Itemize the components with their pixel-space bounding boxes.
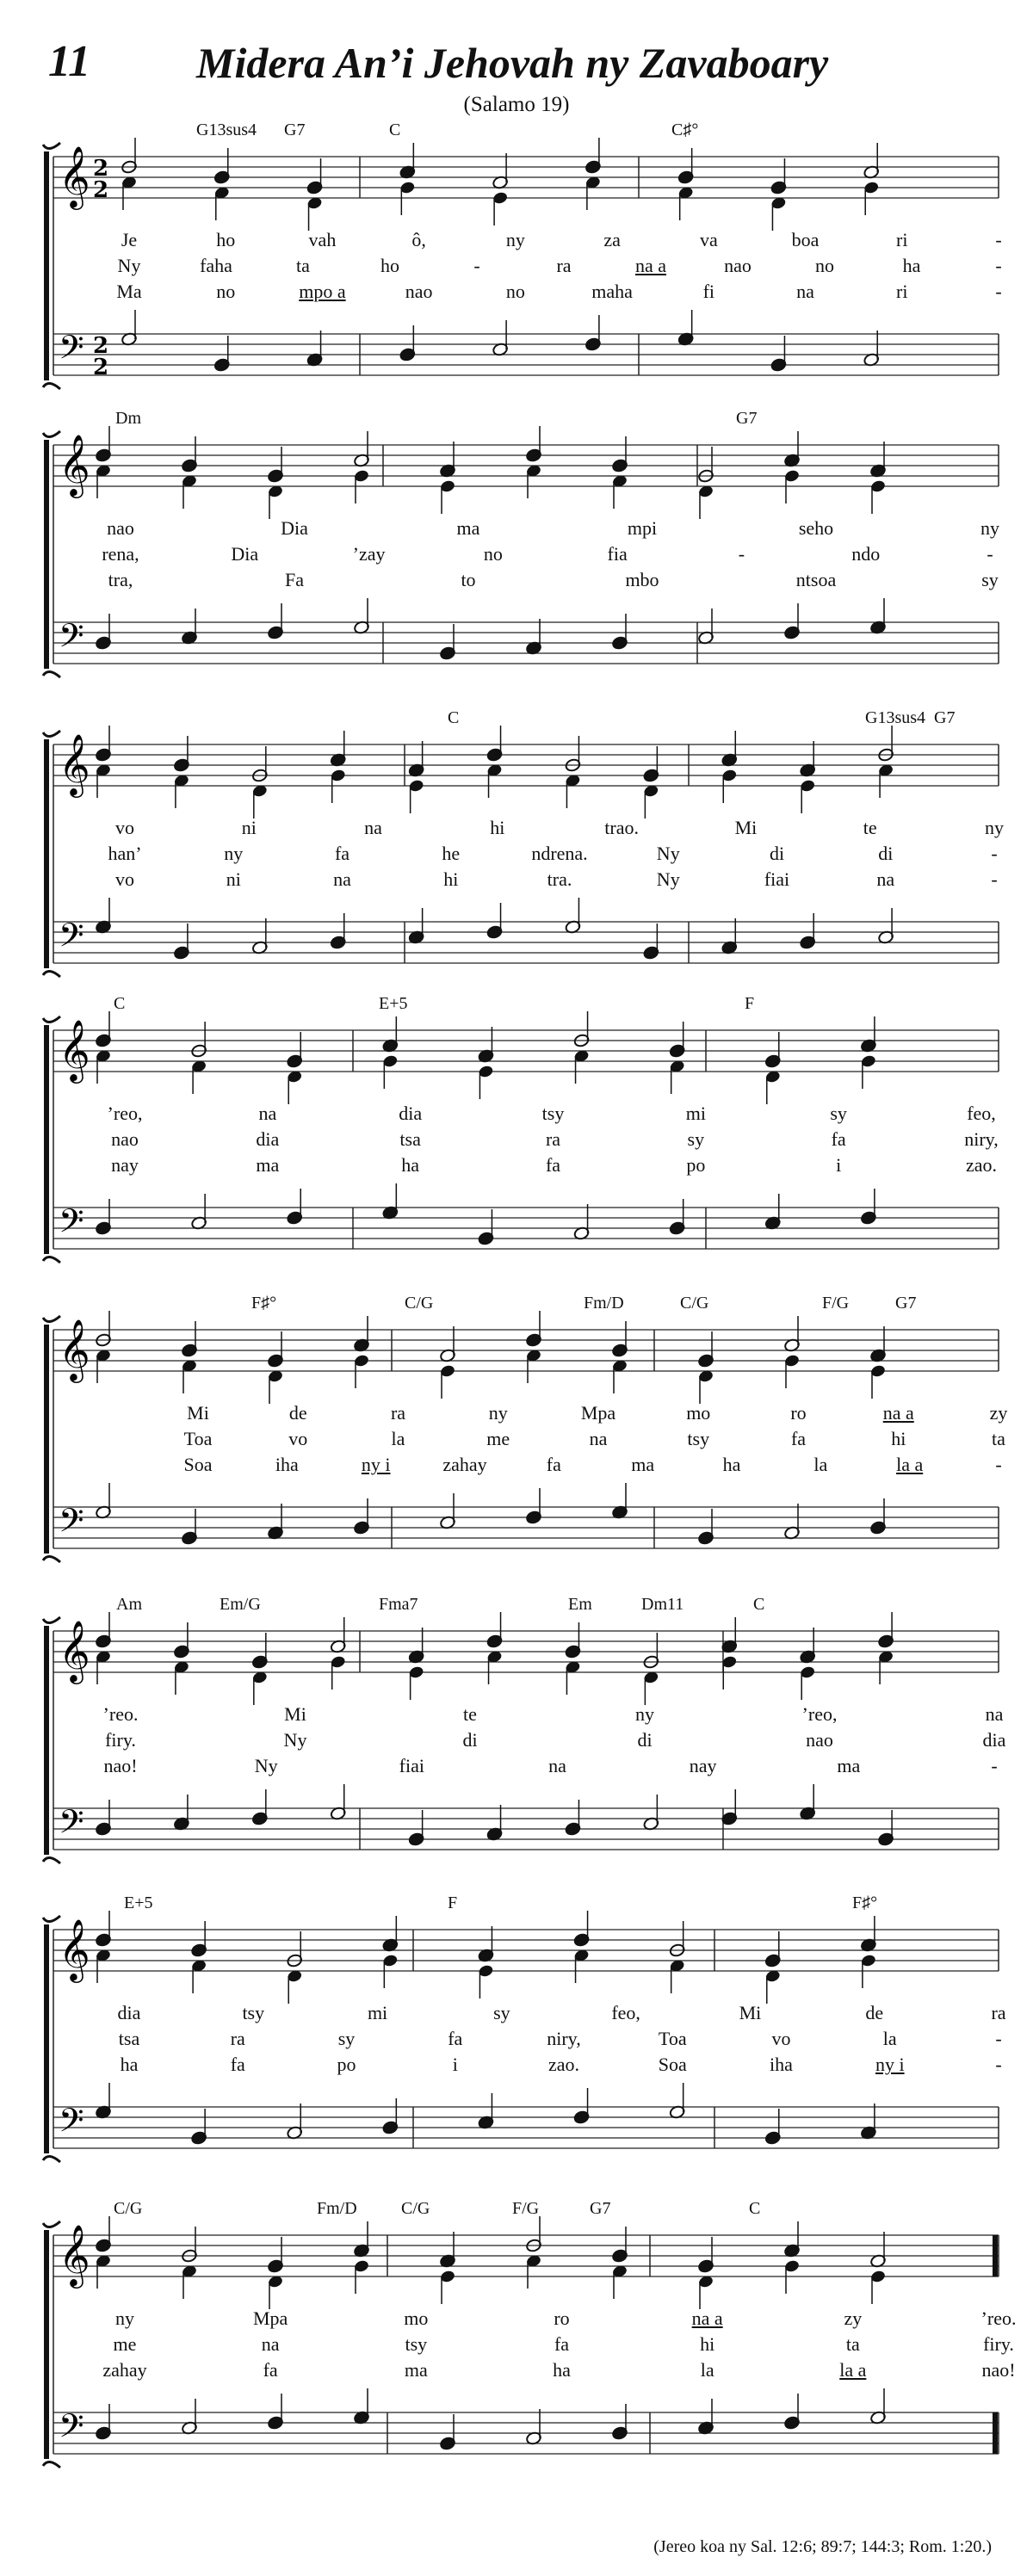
chord-symbol: G7 xyxy=(934,708,956,727)
lyric-syllable: ra xyxy=(991,2002,1006,2023)
lyric-syllable: - xyxy=(991,1755,998,1776)
lyric-syllable: nao! xyxy=(981,2359,1016,2381)
lyric-syllable: rena, xyxy=(102,543,139,565)
bass-clef-icon: 𝄢 xyxy=(59,328,84,374)
lyric-syllable: ndrena. xyxy=(531,843,588,864)
lyric-syllable: Soa xyxy=(658,2054,687,2075)
lyric-syllable: ra xyxy=(230,2028,245,2049)
lyric-syllable: na xyxy=(876,868,895,890)
lyric-syllable: Ny xyxy=(656,843,680,864)
lyric-syllable: tsa xyxy=(399,1128,421,1150)
bass-clef-icon: 𝄢 xyxy=(59,2101,84,2147)
lyric-syllable: na a xyxy=(691,2307,723,2329)
time-signature-top: 2 xyxy=(93,333,109,359)
bracket-bottom-hook xyxy=(43,1257,60,1263)
lyric-syllable: nao xyxy=(724,255,752,276)
chord-symbol: E+5 xyxy=(379,994,408,1013)
lyric-syllable: ny xyxy=(115,2307,134,2329)
lyric-syllable: Mi xyxy=(739,2002,762,2023)
lyric-syllable: la xyxy=(882,2028,897,2049)
lyric-syllable: ny xyxy=(980,517,999,539)
lyric-syllable: sy xyxy=(981,569,999,590)
lyric-syllable: Soa xyxy=(183,1454,213,1475)
lyric-syllable: ta xyxy=(845,2333,860,2355)
lyric-syllable: ’zay xyxy=(352,543,386,565)
lyric-syllable: niry, xyxy=(964,1128,999,1150)
lyric-syllable: ra xyxy=(556,255,572,276)
lyric-syllable: na xyxy=(985,1703,1004,1725)
lyric-syllable: sy xyxy=(687,1128,705,1150)
chord-symbol: G7 xyxy=(590,2199,611,2218)
lyric-syllable: no xyxy=(216,281,236,302)
lyric-syllable: iha xyxy=(770,2054,793,2075)
treble-clef-icon: 𝄞 xyxy=(59,1018,90,1081)
music-system xyxy=(0,708,1033,1018)
lyric-syllable: la xyxy=(391,1428,405,1449)
lyric-syllable: ndo xyxy=(851,543,881,565)
lyric-syllable: di xyxy=(769,843,785,864)
lyric-syllable: fa xyxy=(546,1454,561,1475)
lyric-syllable: Mi xyxy=(284,1703,306,1725)
time-signature-bottom: 2 xyxy=(93,177,109,203)
chord-symbol: C xyxy=(749,2199,761,2218)
lyric-syllable: tsy xyxy=(541,1103,565,1124)
lyric-syllable: la xyxy=(700,2359,714,2381)
lyric-syllable: han’ xyxy=(108,843,142,864)
lyric-syllable: la a xyxy=(839,2359,867,2381)
lyric-syllable: Mi xyxy=(187,1402,209,1424)
hymn-number: 11 xyxy=(48,37,91,86)
lyric-syllable: nao xyxy=(806,1729,833,1751)
music-system xyxy=(0,409,1033,719)
lyric-syllable: nay xyxy=(689,1755,717,1776)
lyric-syllable: fa xyxy=(790,1428,807,1449)
lyric-syllable: te xyxy=(863,817,877,838)
lyric-syllable: ma xyxy=(256,1154,280,1176)
lyric-syllable: po xyxy=(686,1154,706,1176)
lyric-syllable: te xyxy=(463,1703,477,1725)
lyric-syllable: na xyxy=(364,817,382,838)
lyric-syllable: di xyxy=(462,1729,478,1751)
bracket-top-hook xyxy=(43,1016,60,1022)
chord-symbol: F xyxy=(448,1893,458,1912)
lyric-syllable: di xyxy=(878,843,894,864)
lyric-syllable: - xyxy=(987,543,993,565)
lyric-syllable: na xyxy=(548,1755,566,1776)
chord-symbol: F♯° xyxy=(251,1294,277,1313)
lyric-syllable: di xyxy=(637,1729,653,1751)
lyric-syllable: vah xyxy=(308,229,337,250)
lyric-syllable: ’reo, xyxy=(107,1103,143,1124)
chord-symbol: E+5 xyxy=(124,1893,153,1912)
lyric-syllable: fiai xyxy=(399,1755,424,1776)
lyric-syllable: na xyxy=(796,281,814,302)
lyric-syllable: ta xyxy=(296,255,310,276)
bass-clef-icon: 𝄢 xyxy=(59,1501,84,1547)
lyric-syllable: dia xyxy=(256,1128,280,1150)
chord-symbol: G7 xyxy=(895,1294,917,1313)
lyric-syllable: maha xyxy=(591,281,633,302)
staff-notation xyxy=(0,120,1033,405)
chord-symbol: F/G xyxy=(822,1294,850,1313)
lyric-syllable: ni xyxy=(226,868,241,890)
lyric-syllable: faha xyxy=(200,255,232,276)
lyric-syllable: ny i xyxy=(361,1454,391,1475)
lyric-syllable: dia xyxy=(399,1103,423,1124)
lyric-syllable: - xyxy=(991,843,998,864)
bracket-top-hook xyxy=(43,431,60,437)
bracket-bottom-hook xyxy=(43,2156,60,2162)
lyric-syllable: ny xyxy=(985,817,1004,838)
lyric-syllable: he xyxy=(442,843,461,864)
chord-symbol: Em/G xyxy=(220,1595,261,1614)
lyric-syllable: mpi xyxy=(627,517,658,539)
lyric-syllable: hi xyxy=(891,1428,906,1449)
chord-symbol: Fma7 xyxy=(379,1595,418,1614)
bass-clef-icon: 𝄢 xyxy=(59,1202,84,1248)
lyric-syllable: to xyxy=(461,569,476,590)
lyric-syllable: ntsoa xyxy=(795,569,837,590)
lyric-syllable: mpo a xyxy=(299,281,346,302)
lyric-syllable: la xyxy=(813,1454,828,1475)
lyric-syllable: Fa xyxy=(285,569,304,590)
lyric-syllable: hi xyxy=(490,817,505,838)
lyric-syllable: ’reo, xyxy=(801,1703,838,1725)
treble-clef-icon: 𝄞 xyxy=(59,145,90,207)
lyric-syllable: i xyxy=(452,2054,458,2075)
staff-notation xyxy=(0,2199,1033,2483)
staff-notation xyxy=(0,1893,1033,2178)
lyric-syllable: hi xyxy=(443,868,459,890)
lyric-syllable: ra xyxy=(545,1128,561,1150)
lyric-syllable: ra xyxy=(390,1402,406,1424)
lyric-syllable: ro xyxy=(554,2307,570,2329)
lyric-syllable: na a xyxy=(634,255,667,276)
lyric-syllable: ô, xyxy=(411,229,426,250)
lyric-syllable: Je xyxy=(121,229,138,250)
bracket-bottom-hook xyxy=(43,2462,60,2468)
chord-symbol: F xyxy=(745,994,755,1013)
lyric-syllable: tsy xyxy=(242,2002,265,2023)
hymn-title: Midera An’i Jehovah ny Zavaboary xyxy=(196,39,829,87)
chord-symbol: C/G xyxy=(401,2199,430,2218)
lyric-syllable: ho xyxy=(216,229,236,250)
staff-notation xyxy=(0,994,1033,1278)
lyric-syllable: ma xyxy=(837,1755,861,1776)
bracket-top-hook xyxy=(43,2221,60,2227)
lyric-syllable: na a xyxy=(882,1402,914,1424)
chord-symbol: C xyxy=(114,994,126,1013)
bracket-bottom-hook xyxy=(43,383,60,389)
bass-clef-icon: 𝄢 xyxy=(59,916,84,962)
lyric-syllable: sy xyxy=(493,2002,510,2023)
treble-clef-icon: 𝄞 xyxy=(59,1918,90,1980)
lyric-syllable: vo xyxy=(771,2028,791,2049)
lyric-syllable: de xyxy=(865,2002,884,2023)
bass-clef-icon: 𝄢 xyxy=(59,616,84,663)
chord-symbol: C xyxy=(753,1595,765,1614)
lyric-syllable: firy. xyxy=(105,1729,136,1751)
lyric-syllable: vo xyxy=(115,868,134,890)
lyric-syllable: va xyxy=(699,229,718,250)
lyric-syllable: - xyxy=(995,2054,1002,2075)
lyric-syllable: - xyxy=(991,868,998,890)
lyric-syllable: Ny xyxy=(254,1755,278,1776)
lyric-syllable: Mpa xyxy=(580,1402,616,1424)
lyric-syllable: fi xyxy=(702,281,715,302)
lyric-syllable: fa xyxy=(545,1154,561,1176)
lyric-syllable: Toa xyxy=(183,1428,213,1449)
chord-symbol: Am xyxy=(116,1595,142,1614)
lyric-syllable: me xyxy=(113,2333,137,2355)
lyric-syllable: tsy xyxy=(687,1428,710,1449)
treble-clef-icon: 𝄞 xyxy=(59,2223,90,2286)
bracket-top-hook xyxy=(43,1617,60,1623)
lyric-syllable: trao. xyxy=(604,817,639,838)
lyric-syllable: fia xyxy=(607,543,628,565)
lyric-syllable: vo xyxy=(288,1428,308,1449)
lyric-syllable: ta xyxy=(992,1428,1005,1449)
scripture-reference: (Jereo koa ny Sal. 12:6; 89:7; 144:3; Rom. 1:20.) xyxy=(653,2537,992,2556)
chord-symbol: G7 xyxy=(284,120,306,139)
lyric-syllable: vo xyxy=(115,817,134,838)
chord-symbol: Em xyxy=(568,1595,592,1614)
lyric-syllable: ri xyxy=(896,229,908,250)
staff-notation xyxy=(0,1595,1033,1879)
lyric-syllable: ny xyxy=(224,843,244,864)
lyric-syllable: fa xyxy=(831,1128,846,1150)
time-signature-bottom: 2 xyxy=(93,355,109,380)
lyric-syllable: zahay xyxy=(442,1454,487,1475)
lyric-syllable: dia xyxy=(982,1729,1006,1751)
chord-symbol: Fm/D xyxy=(584,1294,624,1313)
lyric-syllable: fa xyxy=(448,2028,463,2049)
lyric-syllable: mbo xyxy=(625,569,659,590)
bass-clef-icon: 𝄢 xyxy=(59,1802,84,1849)
lyric-syllable: - xyxy=(995,2028,1002,2049)
treble-clef-icon: 𝄞 xyxy=(59,1619,90,1682)
lyric-syllable: mi xyxy=(367,2002,388,2023)
lyric-syllable: ri xyxy=(896,281,908,302)
lyric-syllable: iha xyxy=(275,1454,299,1475)
lyric-syllable: ha xyxy=(120,2054,139,2075)
chord-symbol: G13sus4 xyxy=(196,120,257,139)
lyric-syllable: mi xyxy=(685,1103,706,1124)
lyric-syllable: zahay xyxy=(102,2359,147,2381)
lyric-syllable: ’reo. xyxy=(102,1703,139,1725)
lyric-syllable: nao xyxy=(405,281,433,302)
lyric-syllable: ro xyxy=(790,1402,807,1424)
staff-notation xyxy=(0,1294,1033,1578)
lyric-syllable: seho xyxy=(798,517,834,539)
lyric-syllable: Mpa xyxy=(252,2307,288,2329)
lyric-syllable: - xyxy=(995,255,1002,276)
lyric-syllable: fiai xyxy=(764,868,790,890)
lyric-syllable: tra, xyxy=(108,569,133,590)
lyric-syllable: Toa xyxy=(658,2028,687,2049)
lyric-syllable: boa xyxy=(791,229,820,250)
lyric-syllable: ny xyxy=(505,229,525,250)
lyric-syllable: ’reo. xyxy=(980,2307,1017,2329)
music-system xyxy=(0,120,1033,430)
treble-clef-icon: 𝄞 xyxy=(59,732,90,795)
lyric-syllable: fa xyxy=(554,2333,570,2355)
bracket-bottom-hook xyxy=(43,971,60,977)
chord-symbol: C xyxy=(448,708,460,727)
lyric-syllable: na xyxy=(333,868,351,890)
bracket-top-hook xyxy=(43,1316,60,1322)
lyric-syllable: mo xyxy=(686,1402,711,1424)
chord-symbol: C/G xyxy=(405,1294,434,1313)
treble-clef-icon: 𝄞 xyxy=(59,1318,90,1381)
lyric-syllable: firy. xyxy=(983,2333,1014,2355)
lyric-syllable: ma xyxy=(631,1454,655,1475)
chord-symbol: Dm11 xyxy=(641,1595,684,1614)
lyric-syllable: po xyxy=(337,2054,356,2075)
lyric-syllable: i xyxy=(836,1154,842,1176)
bass-clef-icon: 𝄢 xyxy=(59,2406,84,2453)
lyric-syllable: ni xyxy=(241,817,257,838)
lyric-syllable: - xyxy=(738,543,745,565)
chord-symbol: Fm/D xyxy=(317,2199,357,2218)
chord-symbol: C/G xyxy=(114,2199,143,2218)
lyric-syllable: ha xyxy=(722,1454,741,1475)
lyric-syllable: na xyxy=(258,1103,277,1124)
lyric-syllable: - xyxy=(995,229,1002,250)
treble-clef-icon: 𝄞 xyxy=(59,433,90,496)
bracket-top-hook xyxy=(43,143,60,149)
lyric-syllable: feo, xyxy=(611,2002,640,2023)
bracket-bottom-hook xyxy=(43,1857,60,1863)
lyric-syllable: Ny xyxy=(656,868,680,890)
lyric-syllable: no xyxy=(483,543,503,565)
lyric-syllable: Dia xyxy=(231,543,259,565)
bracket-top-hook xyxy=(43,731,60,737)
chord-symbol: G13sus4 xyxy=(865,708,926,727)
lyric-syllable: no xyxy=(815,255,834,276)
lyric-syllable: ha xyxy=(553,2359,571,2381)
bracket-bottom-hook xyxy=(43,671,60,677)
time-signature-top: 2 xyxy=(93,156,109,182)
lyric-syllable: ha xyxy=(902,255,921,276)
lyric-syllable: dia xyxy=(117,2002,141,2023)
lyric-syllable: de xyxy=(288,1402,307,1424)
hymn-subtitle: (Salamo 19) xyxy=(463,93,570,116)
lyric-syllable: no xyxy=(505,281,525,302)
lyric-syllable: nay xyxy=(111,1154,139,1176)
chord-symbol: C xyxy=(389,120,401,139)
lyric-syllable: na xyxy=(261,2333,280,2355)
chord-symbol: G7 xyxy=(736,409,758,428)
music-system xyxy=(0,2199,1033,2509)
lyric-syllable: ma xyxy=(456,517,480,539)
music-system xyxy=(0,994,1033,1304)
lyric-syllable: feo, xyxy=(967,1103,996,1124)
hymn-header xyxy=(0,0,1033,120)
lyric-syllable: Ny xyxy=(283,1729,307,1751)
lyric-syllable: tra. xyxy=(547,868,572,890)
lyric-syllable: nao xyxy=(107,517,134,539)
lyric-syllable: tsy xyxy=(405,2333,428,2355)
lyric-syllable: zao. xyxy=(547,2054,580,2075)
lyric-syllable: - xyxy=(995,1454,1002,1475)
lyric-syllable: fa xyxy=(230,2054,245,2075)
lyric-syllable: ny xyxy=(488,1402,508,1424)
lyric-syllable: ny xyxy=(635,1703,654,1725)
chord-symbol: C♯° xyxy=(671,120,699,139)
lyric-syllable: Ny xyxy=(117,255,141,276)
chord-symbol: Dm xyxy=(115,409,141,428)
lyric-syllable: Ma xyxy=(116,281,142,302)
lyric-syllable: fa xyxy=(334,843,350,864)
lyric-syllable: nao xyxy=(111,1128,139,1150)
lyric-syllable: - xyxy=(473,255,480,276)
bracket-bottom-hook xyxy=(43,1556,60,1562)
lyric-syllable: la a xyxy=(896,1454,924,1475)
lyric-syllable: ho xyxy=(380,255,399,276)
lyric-syllable: tsa xyxy=(118,2028,140,2049)
lyric-syllable: Dia xyxy=(281,517,308,539)
lyric-syllable: zao. xyxy=(965,1154,998,1176)
chord-symbol: F/G xyxy=(512,2199,540,2218)
lyric-syllable: za xyxy=(603,229,621,250)
lyric-syllable: na xyxy=(589,1428,608,1449)
lyric-syllable: Mi xyxy=(734,817,758,838)
lyric-syllable: ma xyxy=(404,2359,428,2381)
lyric-syllable: mo xyxy=(404,2307,429,2329)
lyric-syllable: me xyxy=(486,1428,510,1449)
bracket-top-hook xyxy=(43,1916,60,1922)
lyric-syllable: sy xyxy=(830,1103,847,1124)
lyric-syllable: zy xyxy=(844,2307,863,2329)
music-system xyxy=(0,1893,1033,2203)
lyric-syllable: sy xyxy=(337,2028,356,2049)
lyric-syllable: zy xyxy=(989,1402,1008,1424)
lyric-syllable: - xyxy=(995,281,1002,302)
lyric-syllable: ha xyxy=(401,1154,420,1176)
chord-symbol: F♯° xyxy=(852,1893,878,1912)
music-system xyxy=(0,1595,1033,1905)
lyric-syllable: hi xyxy=(700,2333,715,2355)
music-system xyxy=(0,1294,1033,1603)
lyric-syllable: nao! xyxy=(103,1755,138,1776)
lyric-syllable: niry, xyxy=(547,2028,581,2049)
chord-symbol: C/G xyxy=(680,1294,709,1313)
lyric-syllable: ny i xyxy=(875,2054,905,2075)
lyric-syllable: fa xyxy=(263,2359,278,2381)
